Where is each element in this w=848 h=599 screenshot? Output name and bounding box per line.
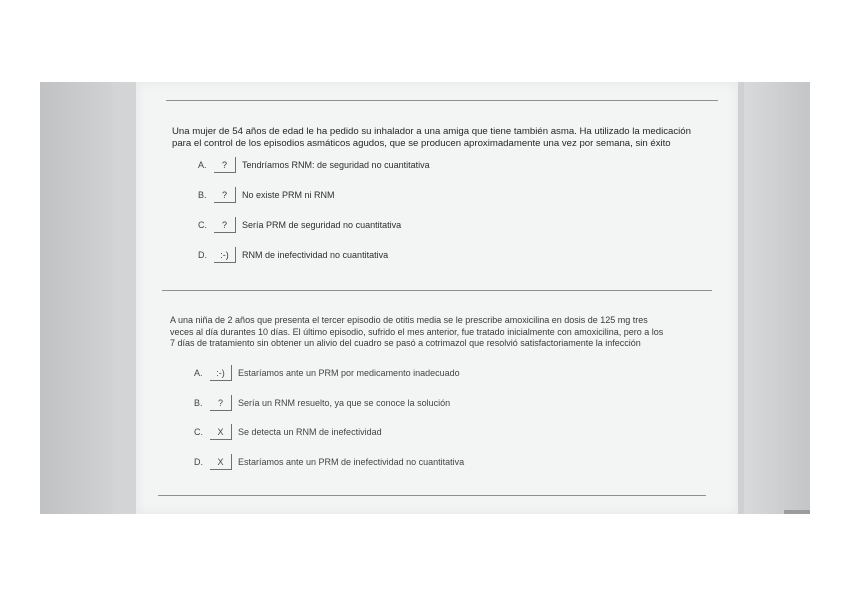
question-1-prompt	[172, 126, 732, 150]
q1-option-a[interactable]	[198, 155, 430, 175]
option-text: Estaríamos ante un PRM por medicamento inadecuado	[238, 368, 460, 378]
q1-option-d[interactable]	[198, 245, 388, 265]
option-letter: A.	[198, 160, 207, 170]
option-text: Se detecta un RNM de inefectividad	[238, 427, 382, 437]
option-letter: B.	[198, 190, 207, 200]
answer-mark-box[interactable]: X	[210, 424, 232, 440]
q1-option-c[interactable]	[198, 215, 401, 235]
answer-mark-box[interactable]: ?	[214, 157, 236, 173]
option-letter: C.	[198, 220, 207, 230]
option-text: RNM de inefectividad no cuantitativa	[242, 250, 389, 260]
divider-middle	[162, 290, 712, 291]
divider-top	[166, 100, 718, 101]
divider-bottom	[158, 495, 706, 496]
option-letter: D.	[198, 250, 207, 260]
q2-option-c[interactable]	[194, 422, 382, 442]
option-letter: A.	[194, 368, 203, 378]
option-text: Sería un RNM resuelto, ya que se conoce la solución	[238, 398, 451, 408]
q1-option-b[interactable]	[198, 185, 335, 205]
answer-mark-box[interactable]: :-)	[214, 247, 236, 263]
bezel-notch	[784, 510, 810, 514]
option-letter: C.	[194, 427, 203, 437]
prompt-line: A una niña de 2 años que presenta el tercer episodio de otitis media se le prescribe amoxicilina en dosis de 125 mg tres	[170, 315, 648, 325]
prompt-line: veces al día durantes 10 días. El último episodio, sufrido el mes anterior, fue tratado inicialmente con amoxicilina, pero a los	[170, 326, 664, 337]
question-2-prompt	[170, 315, 732, 350]
prompt-line: para el control de los episodios asmáticos agudos, que se producen aproximadamente una vez por semana, sin éxito	[172, 138, 671, 149]
answer-mark-box[interactable]: X	[210, 454, 232, 470]
option-text: Tendríamos RNM: de seguridad no cuantitativa	[242, 160, 430, 170]
quiz-screen	[136, 82, 738, 514]
prompt-line: Una mujer de 54 años de edad le ha pedido su inhalador a una amiga que tiene también asma. Ha utilizado la medicación	[172, 126, 691, 137]
prompt-line: 7 días de tratamiento sin obtener un alivio del cuadro se pasó a cotrimazol que resolvió satisfactoriamente la infección	[170, 338, 641, 348]
monitor-bezel-right	[744, 82, 810, 514]
option-letter: D.	[194, 457, 203, 467]
option-text: Sería PRM de seguridad no cuantitativa	[242, 220, 402, 230]
option-text: Estaríamos ante un PRM de inefectividad no cuantitativa	[238, 457, 465, 467]
answer-mark-box[interactable]: ?	[214, 187, 236, 203]
answer-mark-box[interactable]: ?	[210, 395, 232, 411]
photo-of-monitor	[40, 82, 810, 514]
q2-option-b[interactable]	[194, 393, 450, 413]
option-text: No existe PRM ni RNM	[242, 190, 335, 200]
option-letter: B.	[194, 398, 203, 408]
answer-mark-box[interactable]: :-)	[210, 365, 232, 381]
q2-option-d[interactable]	[194, 452, 464, 472]
monitor-bezel-left	[40, 82, 112, 514]
q2-option-a[interactable]	[194, 363, 460, 383]
answer-mark-box[interactable]: ?	[214, 217, 236, 233]
